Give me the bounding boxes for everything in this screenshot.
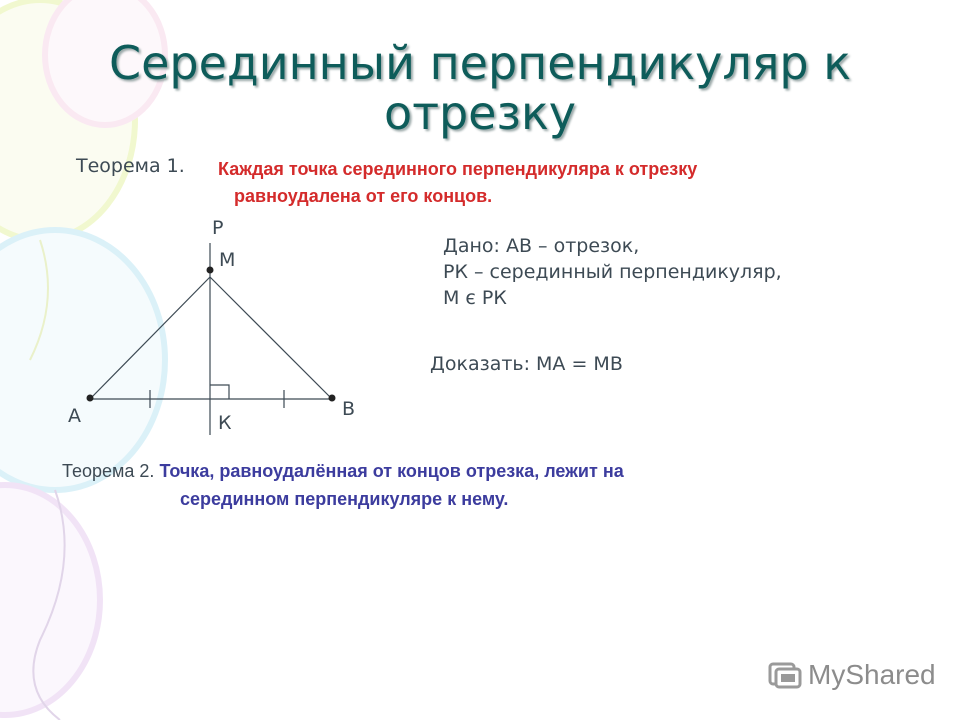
theorem2-line1: Точка, равноудалённая от концов отрезка, лежит на [159, 461, 624, 481]
theorem1-line1: Каждая точка серединного перпендикуляра к отрезку [218, 159, 698, 179]
theorem2-block [62, 457, 862, 513]
point-a [87, 395, 94, 402]
label-a: А [68, 405, 81, 427]
label-b: В [342, 398, 356, 420]
label-k: К [218, 412, 232, 434]
segment-ma [90, 277, 210, 399]
geometry-diagram [60, 210, 380, 450]
segment-mb [210, 277, 332, 399]
given-line2: РК – серединный перпендикуляр, [443, 261, 782, 283]
theorem1-statement [218, 156, 878, 210]
label-m: М [219, 249, 236, 271]
myshared-logo [768, 655, 936, 695]
point-b [329, 395, 336, 402]
right-angle-mark [210, 385, 229, 399]
slide-title: Серединный перпендикуляр к отрезку [108, 36, 852, 140]
prove-statement: Доказать: МА = МВ [430, 353, 623, 375]
label-p: Р [212, 217, 224, 239]
theorem1-label: Теорема 1. [76, 155, 185, 177]
point-m [207, 267, 214, 274]
theorem2-line2: серединном перпендикуляре к нему. [180, 489, 509, 509]
theorem1-line2: равноудалена от его концов. [234, 186, 493, 206]
theorem2-label: Теорема 2. [62, 461, 155, 481]
given-block [443, 233, 782, 311]
logo-text: MyShared [808, 659, 936, 690]
myshared-logo-icon [768, 660, 802, 690]
given-line3: М є РК [443, 287, 507, 309]
given-line1: Дано: АВ – отрезок, [443, 235, 640, 257]
